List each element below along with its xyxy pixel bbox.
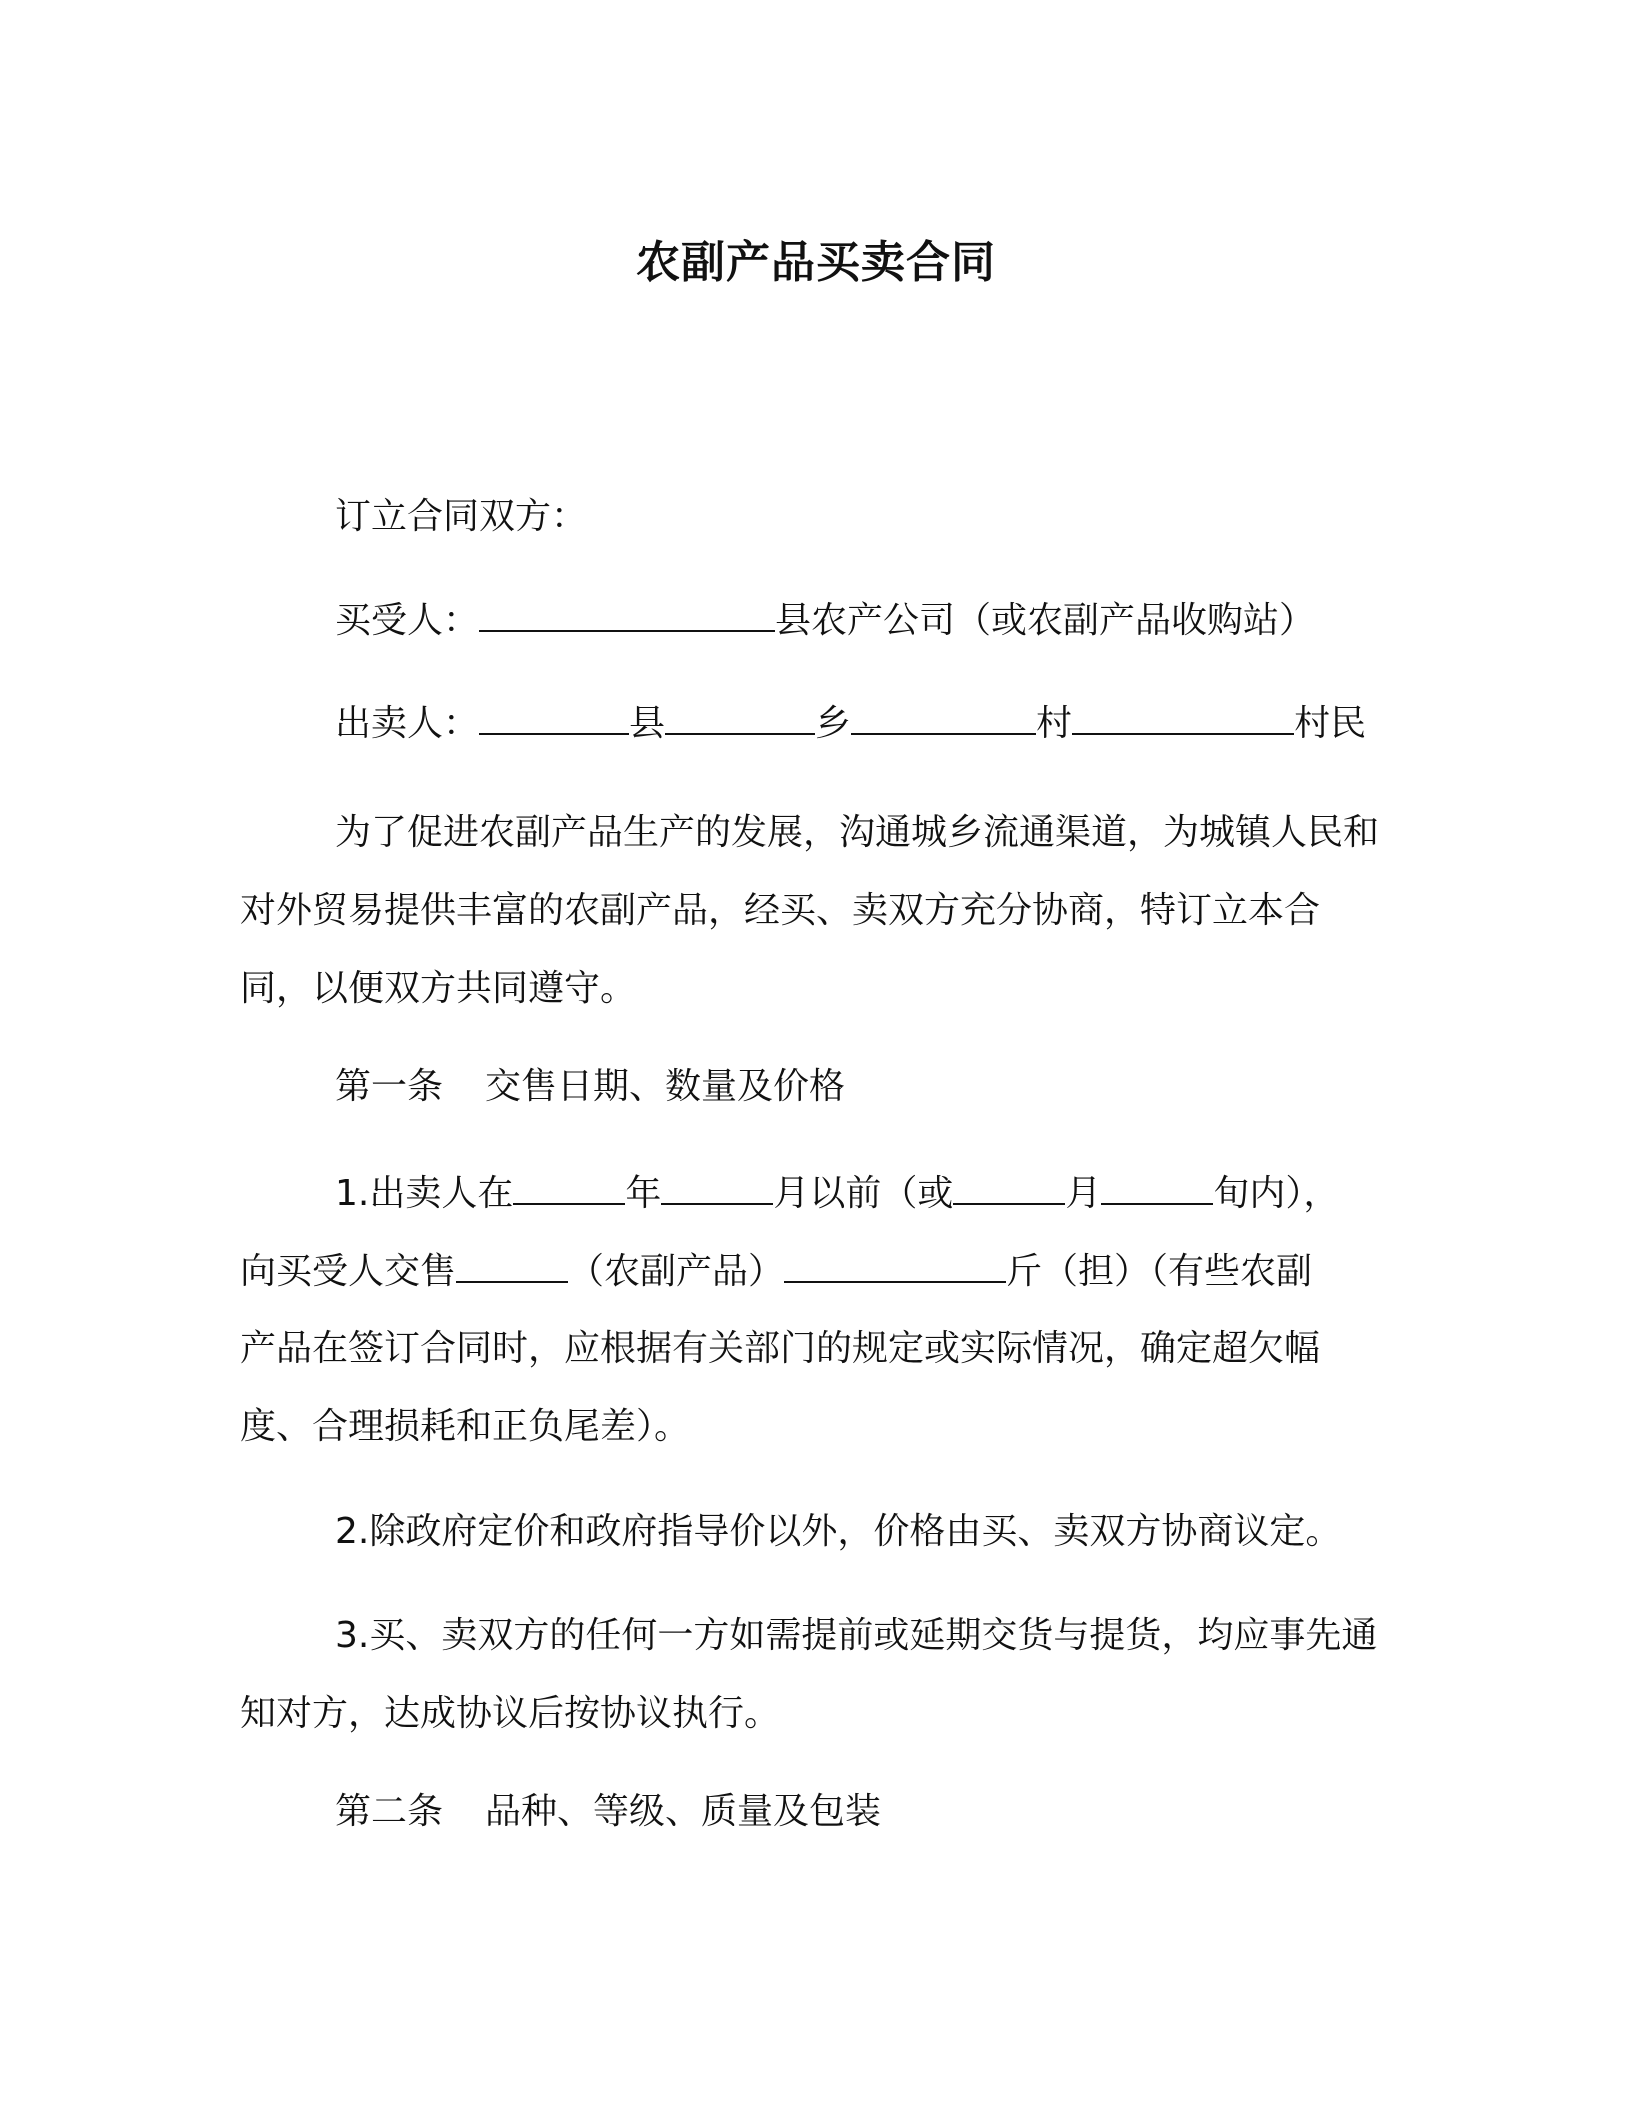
buyer-label: 买受人： (335, 600, 480, 641)
article2-title: 品种、等级、质量及包装 (485, 1791, 882, 1832)
county-blank[interactable] (479, 697, 629, 735)
quantity-blank[interactable] (784, 1245, 1006, 1283)
seller-label: 出卖人： (335, 703, 480, 744)
clause1-month: 月 (1065, 1173, 1102, 1214)
buyer-suffix: 县农产公司（或农副产品收购站） (775, 600, 1316, 641)
seller-line (335, 697, 1366, 749)
clause1-line1 (335, 1167, 1339, 1219)
clause1-year: 年 (625, 1173, 662, 1214)
village-blank[interactable] (851, 697, 1036, 735)
clause1-deliver: 向买受人交售 (240, 1251, 457, 1292)
seller-village: 村 (1036, 703, 1073, 744)
seller-villager: 村民 (1294, 703, 1367, 744)
clause1-rest: 产品在签订合同时，应根据有关部门的规定或实际情况，确定超欠幅度、合理损耗和正负尾差）。 (240, 1328, 1321, 1447)
villager-blank[interactable] (1072, 697, 1294, 735)
parties-label: 订立合同双方： (335, 496, 588, 537)
product-blank[interactable] (456, 1245, 568, 1283)
buyer-blank[interactable] (479, 594, 775, 632)
clause1-within: 旬内）， (1213, 1173, 1340, 1214)
clause1-line2 (240, 1245, 1312, 1297)
clause1-month-before: 月以前（或 (773, 1173, 954, 1214)
year-blank[interactable] (513, 1167, 625, 1205)
article1-title: 交售日期、数量及价格 (485, 1066, 846, 1107)
article2-heading (335, 1787, 881, 1837)
month-blank[interactable] (661, 1167, 773, 1205)
clause1-text-a: 1.出卖人在 (335, 1173, 514, 1214)
seller-county: 县 (629, 703, 666, 744)
article2-number: 第二条 (335, 1791, 444, 1832)
document-title: 农副产品买卖合同 (636, 237, 996, 288)
alt-month-blank[interactable] (953, 1167, 1065, 1205)
township-blank[interactable] (665, 697, 815, 735)
preamble-paragraph: 为了促进农副产品生产的发展，沟通城乡流通渠道，为城镇人民和对外贸易提供丰富的农副产品，经买、卖双方充分协商，特订立本合同，以便双方共同遵守。 (240, 812, 1380, 1009)
ten-day-blank[interactable] (1101, 1167, 1213, 1205)
clause1-product: （农副产品） (568, 1251, 785, 1292)
article1-number: 第一条 (335, 1066, 444, 1107)
clause3-paragraph: 3.买、卖双方的任何一方如需提前或延期交货与提货，均应事先通知对方，达成协议后按协议执行。 (240, 1615, 1378, 1734)
clause1-unit: 斤（担）（有些农副 (1006, 1251, 1313, 1292)
article1-heading (335, 1062, 845, 1112)
buyer-line (335, 594, 1315, 646)
clause2-paragraph: 2.除政府定价和政府指导价以外，价格由买、卖双方协商议定。 (335, 1511, 1342, 1552)
seller-township: 乡 (815, 703, 852, 744)
